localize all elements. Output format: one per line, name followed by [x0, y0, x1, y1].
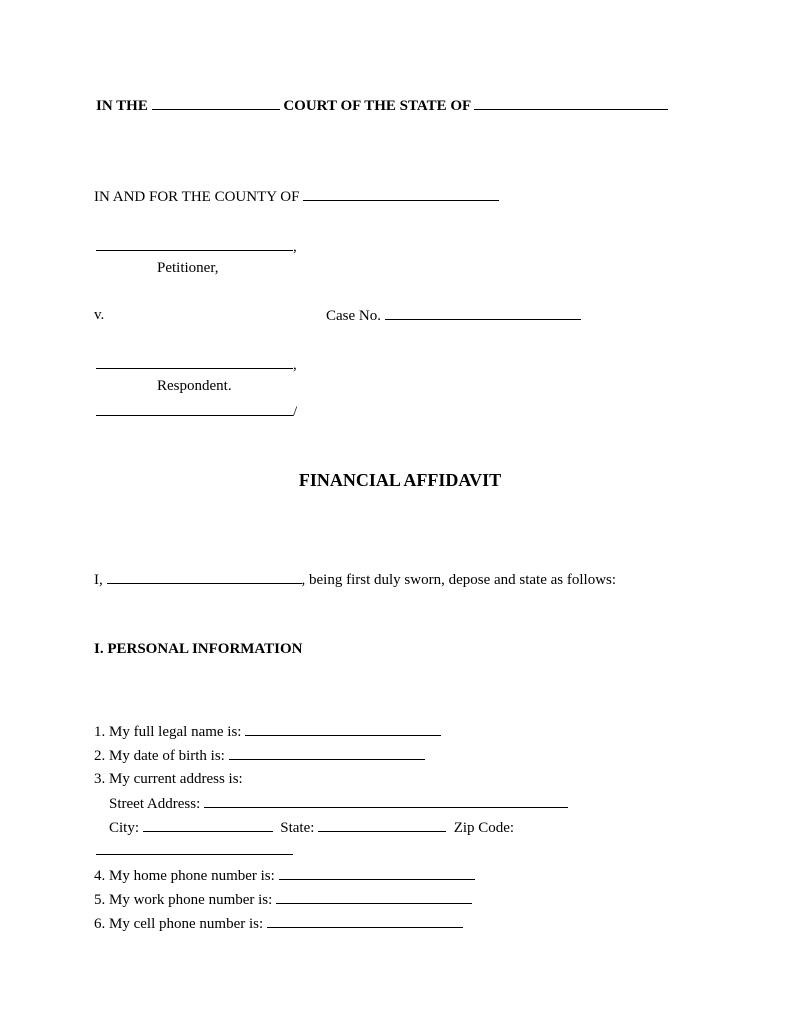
section-heading: I. PERSONAL INFORMATION [94, 641, 303, 657]
cell-phone-field[interactable] [267, 914, 463, 928]
home-phone-field[interactable] [279, 866, 475, 880]
list-item [94, 914, 463, 933]
city-state-zip-line [109, 818, 514, 837]
state-label: State: [280, 820, 315, 836]
respondent-name-line [96, 355, 297, 374]
street-address-label: Street Address: [109, 796, 201, 812]
respondent-label: Respondent. [157, 378, 232, 394]
caption-closing-field[interactable] [96, 402, 293, 416]
court-name-field[interactable] [152, 96, 280, 110]
in-the-label: IN THE [96, 98, 148, 114]
date-of-birth-field[interactable] [229, 746, 425, 760]
city-field[interactable] [143, 818, 273, 832]
list-item [94, 722, 441, 741]
court-header [96, 96, 668, 115]
affiant-name-field[interactable] [107, 570, 302, 584]
oath-prefix: I, [94, 572, 103, 588]
document-title: FINANCIAL AFFIDAVIT [298, 470, 502, 490]
respondent-name-field[interactable] [96, 355, 293, 369]
city-label: City: [109, 820, 140, 836]
current-address-label: 3. My current address is: [94, 771, 243, 787]
county-field[interactable] [303, 187, 499, 201]
oath-line [94, 570, 616, 589]
full-legal-name-field[interactable] [245, 722, 441, 736]
comma-mark: , [293, 239, 297, 255]
county-label: IN AND FOR THE COUNTY OF [94, 189, 300, 205]
state-field[interactable] [318, 818, 446, 832]
work-phone-label: 5. My work phone number is: [94, 892, 273, 908]
caption-closing-line [96, 402, 297, 421]
zip-code-field[interactable] [96, 854, 293, 855]
state-field[interactable] [474, 96, 668, 110]
home-phone-label: 4. My home phone number is: [94, 868, 275, 884]
court-of-state-label: COURT OF THE STATE OF [283, 98, 471, 114]
list-item [94, 770, 243, 788]
case-number-label: Case No. [326, 308, 381, 324]
case-number-field[interactable] [385, 306, 581, 320]
date-of-birth-label: 2. My date of birth is: [94, 748, 225, 764]
cell-phone-label: 6. My cell phone number is: [94, 916, 264, 932]
county-line [94, 187, 499, 206]
list-item [94, 890, 472, 909]
street-address-line [109, 794, 568, 813]
case-number-line [326, 306, 581, 325]
comma-mark: , [293, 357, 297, 373]
list-item [94, 746, 425, 765]
petitioner-name-line [96, 237, 297, 256]
oath-suffix: , being first duly sworn, depose and state as follows: [301, 572, 617, 588]
street-address-field[interactable] [204, 794, 568, 808]
petitioner-label: Petitioner, [157, 260, 219, 276]
versus-label: v. [94, 307, 105, 323]
work-phone-field[interactable] [276, 890, 472, 904]
full-legal-name-label: 1. My full legal name is: [94, 724, 242, 740]
petitioner-name-field[interactable] [96, 237, 293, 251]
zip-code-label: Zip Code: [453, 820, 515, 836]
slash-mark: / [293, 404, 298, 420]
list-item [94, 866, 475, 885]
